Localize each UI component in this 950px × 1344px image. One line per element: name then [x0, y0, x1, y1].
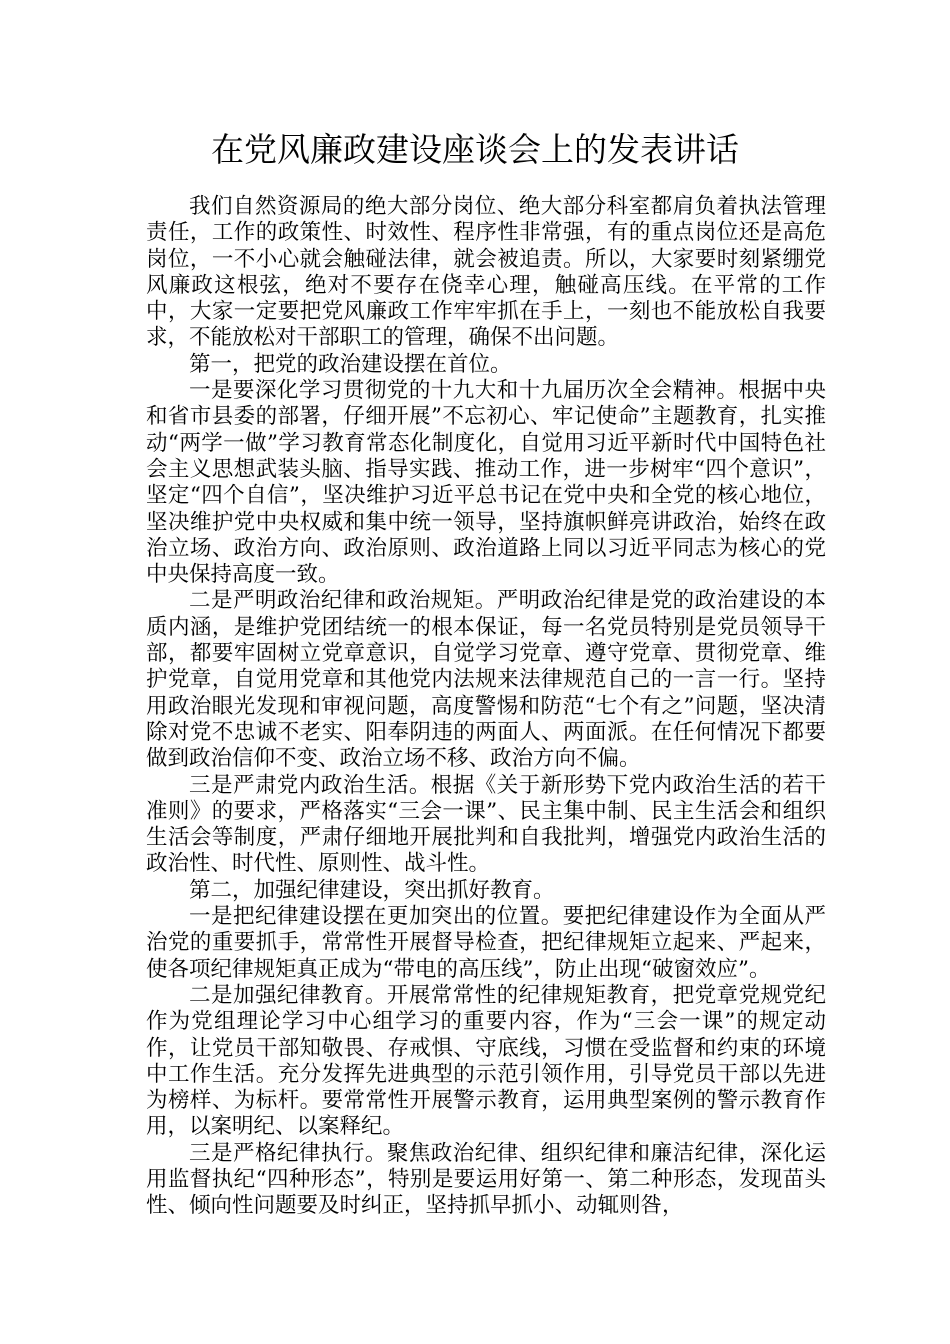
document-title: 在党风廉政建设座谈会上的发表讲话: [211, 130, 739, 169]
paragraph-1-1: 一是要深化学习贯彻党的十九大和十九届历次全会精神。根据中央和省市县委的部署，仔细开展”不忘初心、牢记使命”主题教育，扎实推动“两学一做”学习教育常态化制度化，自觉用习近平新时代中国特色社会主义思想武装头脑、指导实践、推动工作，进一步树牢“四个意识”，坚定“四个自信”，坚决维护习近平总书记在党中央和全党的核心地位，坚决维护党中央权威和集中统一领导，坚持旗帜鲜亮讲政治，始终在政治立场、政治方向、政治原则、政治道路上同以习近平同志为核心的党中央保持高度一致。: [146, 378, 826, 588]
paragraph-2-1: 一是把纪律建设摆在更加突出的位置。要把纪律建设作为全面从严治党的重要抓手，常常性开展督导检查，把纪律规矩立起来、严起来，使各项纪律规矩真正成为“带电的高压线”，防止出现“破窗效应”。: [146, 904, 826, 982]
document-body: [146, 194, 826, 1220]
paragraph-intro: 我们自然资源局的绝大部分岗位、绝大部分科室都肩负着执法管理责任，工作的政策性、时效性、程序性非常强，有的重点岗位还是高危岗位，一不小心就会触碰法律，就会被追责。所以，大家要时刻紧绷党风廉政这根弦，绝对不要存在侥幸心理，触碰高压线。在平常的工作中，大家一定要把党风廉政工作牢牢抓在手上，一刻也不能放松自我要求，不能放松对干部职工的管理，确保不出问题。: [146, 194, 826, 351]
section-heading-1: 第一，把党的政治建设摆在首位。: [189, 351, 512, 377]
section-heading-2: 第二，加强纪律建设，突出抓好教育。: [189, 877, 555, 903]
paragraph-1-3: 三是严肃党内政治生活。根据《关于新形势下党内政治生活的若干准则》的要求，严格落实“三会一课”、民主集中制、民主生活会和组织生活会等制度，严肃仔细地开展批判和自我批判，增强党内政治生活的政治性、时代性、原则性、战斗性。: [146, 772, 826, 877]
paragraph-2-3: 三是严格纪律执行。聚焦政治纪律、组织纪律和廉洁纪律，深化运用监督执纪“四种形态”，特别是要运用好第一、第二种形态，发现苗头性、倾向性问题要及时纠正，坚持抓早抓小、动辄则咎，: [146, 1140, 826, 1219]
paragraph-2-2: 二是加强纪律教育。开展常常性的纪律规矩教育，把党章党规党纪作为党组理论学习中心组学习的重要内容，作为“三会一课”的规定动作，让党员干部知敬畏、存戒惧、守底线，习惯在受监督和约束的环境中工作生活。充分发挥先进典型的示范引领作用，引导党员干部以先进为榜样、为标杆。要常常性开展警示教育，运用典型案例的警示教育作用，以案明纪、以案释纪。: [146, 982, 826, 1140]
paragraph-1-2: 二是严明政治纪律和政治规矩。严明政治纪律是党的政治建设的本质内涵，是维护党团结统一的根本保证，每一名党员特别是党员领导干部，都要牢固树立党章意识，自觉学习党章、遵守党章、贯彻党章、维护党章，自觉用党章和其他党内法规来法律规范自己的一言一行。坚持用政治眼光发现和审视问题，高度警惕和防范“七个有之”问题，坚决清除对党不忠诚不老实、阳奉阴违的两面人、两面派。在任何情况下都要做到政治信仰不变、政治立场不移、政治方向不偏。: [146, 588, 826, 772]
